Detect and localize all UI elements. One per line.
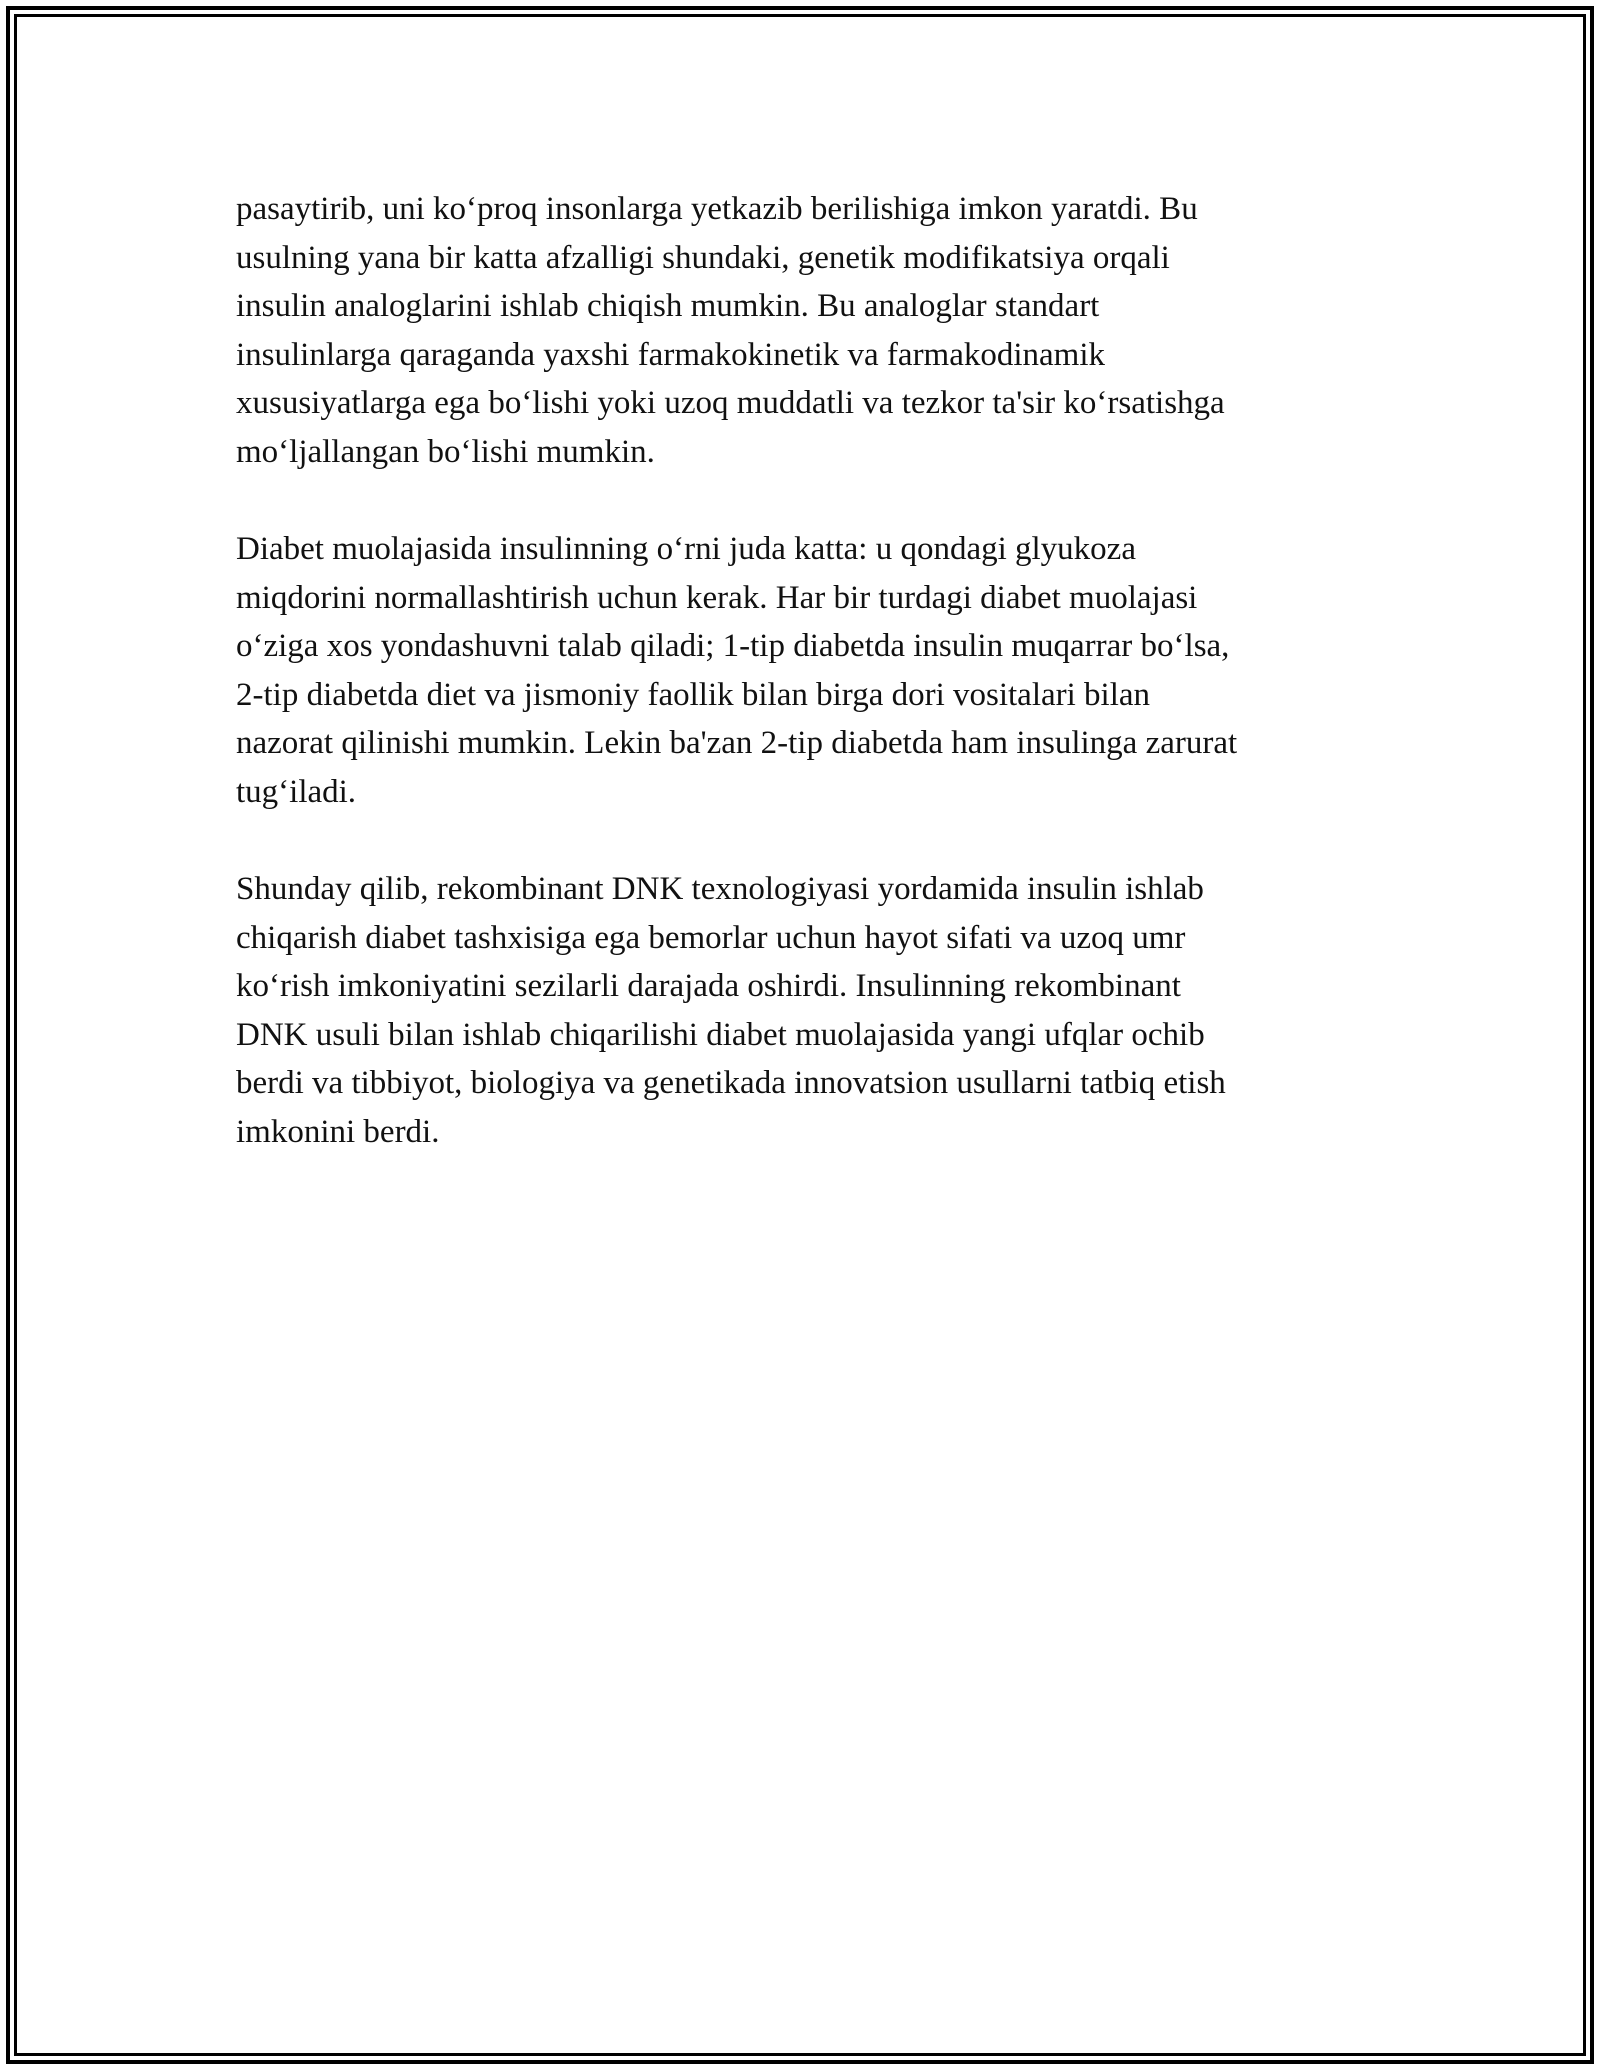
paragraph-3: [236, 865, 1356, 1156]
text-line: mo‘ljallangan bo‘lishi mumkin.: [236, 433, 655, 470]
text-line: o‘ziga xos yondashuvni talab qiladi; 1-tip diabetda insulin muqarrar bo‘lsa,: [236, 628, 1230, 664]
text-line: pasaytirib, uni ko‘proq insonlarga yetkazib berilishiga imkon yaratdi. Bu: [236, 191, 1198, 227]
text-line: xususiyatlarga ega bo‘lishi yoki uzoq muddatli va tezkor ta'sir ko‘rsatishga: [236, 385, 1225, 421]
text-line: 2-tip diabetda diet va jismoniy faollik bilan birga dori vositalari bilan: [236, 676, 1151, 713]
text-line: miqdorini normallashtirish uchun kerak. Har bir turdagi diabet muolajasi: [236, 579, 1198, 616]
text-line: nazorat qilinishi mumkin. Lekin ba'zan 2-tip diabetda ham insulinga zarurat: [236, 725, 1238, 761]
text-line: berdi va tibbiyot, biologiya va genetikada innovatsion usullarni tatbiq etish: [236, 1065, 1226, 1101]
text-line: tug‘iladi.: [236, 773, 357, 810]
document-body: [236, 185, 1356, 1205]
paragraph-2: [236, 525, 1356, 816]
text-line: ko‘rish imkoniyatini sezilarli darajada oshirdi. Insulinning rekombinant: [236, 968, 1181, 1004]
text-line: insulin analoglarini ishlab chiqish mumkin. Bu analoglar standart: [236, 288, 1100, 324]
text-line: Shunday qilib, rekombinant DNK texnologiyasi yordamida insulin ishlab: [236, 871, 1204, 907]
text-line: imkonini berdi.: [236, 1113, 440, 1150]
text-line: chiqarish diabet tashxisiga ega bemorlar uchun hayot sifati va uzoq umr: [236, 919, 1186, 956]
text-line: DNK usuli bilan ishlab chiqarilishi diabet muolajasida yangi ufqlar ochib: [236, 1016, 1205, 1053]
paragraph-1: [236, 185, 1356, 476]
text-line: insulinlarga qaraganda yaxshi farmakokinetik va farmakodinamik: [236, 336, 1106, 373]
text-line: usulning yana bir katta afzalligi shundaki, genetik modifikatsiya orqali: [236, 239, 1170, 276]
text-line: Diabet muolajasida insulinning o‘rni juda katta: u qondagi glyukoza: [236, 531, 1136, 567]
